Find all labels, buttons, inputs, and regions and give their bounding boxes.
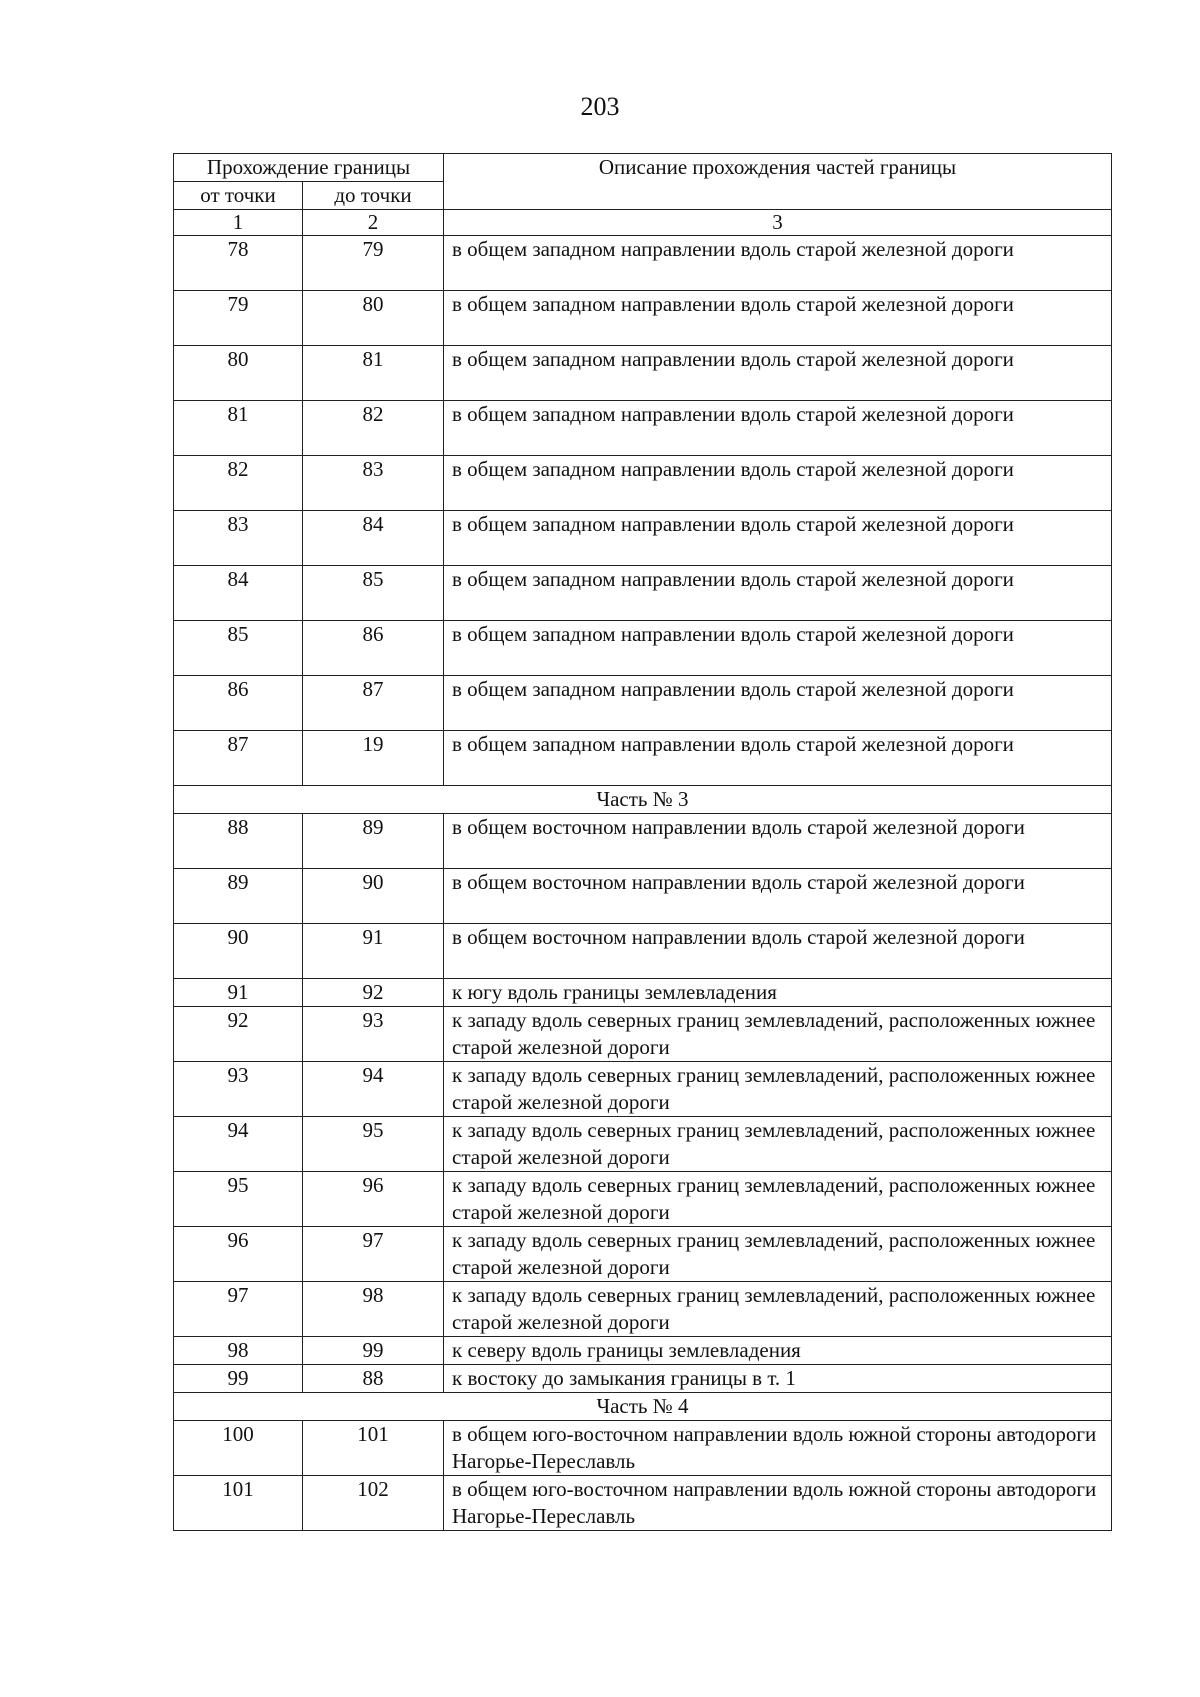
from-point-cell: 83 — [174, 511, 303, 566]
to-point-cell: 92 — [303, 979, 444, 1007]
description-header: Описание прохождения частей границы — [444, 154, 1112, 210]
from-point-cell: 97 — [174, 1282, 303, 1337]
description-cell: в общем западном направлении вдоль старой железной дороги — [444, 346, 1112, 401]
to-point-cell: 89 — [303, 814, 444, 869]
from-point-cell: 99 — [174, 1365, 303, 1393]
from-point-cell: 88 — [174, 814, 303, 869]
from-point-cell: 78 — [174, 236, 303, 291]
page-number: 203 — [580, 92, 620, 121]
description-cell: в общем юго-восточном направлении вдоль южной стороны автодороги Нагорье-Переславль — [444, 1421, 1112, 1476]
description-cell: к западу вдоль северных границ землевладений, расположенных южнее старой железной дороги — [444, 1172, 1112, 1227]
from-point-cell: 89 — [174, 869, 303, 924]
from-point-cell: 98 — [174, 1337, 303, 1365]
from-point-cell: 80 — [174, 346, 303, 401]
description-cell: в общем западном направлении вдоль старой железной дороги — [444, 511, 1112, 566]
to-point-cell: 19 — [303, 731, 444, 786]
to-point-cell: 81 — [303, 346, 444, 401]
table-row — [174, 291, 1112, 346]
section-heading: Часть № 3 — [174, 786, 1112, 814]
from-point-cell: 94 — [174, 1117, 303, 1172]
section-heading-row — [174, 786, 1112, 814]
table-row — [174, 1421, 1112, 1476]
description-cell: к югу вдоль границы землевладения — [444, 979, 1112, 1007]
table-row — [174, 869, 1112, 924]
table-row — [174, 1062, 1112, 1117]
description-cell: в общем восточном направлении вдоль старой железной дороги — [444, 869, 1112, 924]
description-cell: к западу вдоль северных границ землевладений, расположенных южнее старой железной дороги — [444, 1007, 1112, 1062]
description-cell: к западу вдоль северных границ землевладений, расположенных южнее старой железной дороги — [444, 1117, 1112, 1172]
from-point-cell: 79 — [174, 291, 303, 346]
to-point-cell: 90 — [303, 869, 444, 924]
to-point-cell: 91 — [303, 924, 444, 979]
table-header-row — [174, 154, 1112, 182]
table-row — [174, 924, 1112, 979]
table-row — [174, 1227, 1112, 1282]
to-point-cell: 101 — [303, 1421, 444, 1476]
description-cell: в общем западном направлении вдоль старой железной дороги — [444, 456, 1112, 511]
table-row — [174, 731, 1112, 786]
from-point-cell: 101 — [174, 1476, 303, 1531]
to-point-cell: 97 — [303, 1227, 444, 1282]
to-point-cell: 84 — [303, 511, 444, 566]
table-row — [174, 621, 1112, 676]
description-cell: в общем восточном направлении вдоль старой железной дороги — [444, 924, 1112, 979]
description-cell: к востоку до замыкания границы в т. 1 — [444, 1365, 1112, 1393]
table-row — [174, 566, 1112, 621]
to-point-cell: 79 — [303, 236, 444, 291]
to-point-cell: 94 — [303, 1062, 444, 1117]
to-point-cell: 80 — [303, 291, 444, 346]
table-row — [174, 1007, 1112, 1062]
to-point-cell: 85 — [303, 566, 444, 621]
to-point-cell: 102 — [303, 1476, 444, 1531]
table-row — [174, 676, 1112, 731]
column-number-3: 3 — [444, 210, 1112, 236]
table-row — [174, 456, 1112, 511]
boundary-table — [173, 153, 1112, 1531]
description-cell: к западу вдоль северных границ землевладений, расположенных южнее старой железной дороги — [444, 1282, 1112, 1337]
from-point-cell: 82 — [174, 456, 303, 511]
from-point-header: от точки — [174, 182, 303, 210]
table-row — [174, 346, 1112, 401]
table-row — [174, 1476, 1112, 1531]
table-row — [174, 236, 1112, 291]
column-number-2: 2 — [303, 210, 444, 236]
from-point-cell: 87 — [174, 731, 303, 786]
to-point-cell: 99 — [303, 1337, 444, 1365]
description-cell: в общем восточном направлении вдоль старой железной дороги — [444, 814, 1112, 869]
table-row — [174, 1172, 1112, 1227]
section-heading-row — [174, 1393, 1112, 1421]
from-point-cell: 81 — [174, 401, 303, 456]
column-number-row — [174, 210, 1112, 236]
description-cell: в общем западном направлении вдоль старой железной дороги — [444, 731, 1112, 786]
from-point-cell: 95 — [174, 1172, 303, 1227]
from-point-cell: 84 — [174, 566, 303, 621]
boundary-passage-header: Прохождение границы — [174, 154, 444, 182]
to-point-header: до точки — [303, 182, 444, 210]
column-number-1: 1 — [174, 210, 303, 236]
table-row — [174, 979, 1112, 1007]
description-cell: в общем западном направлении вдоль старой железной дороги — [444, 291, 1112, 346]
to-point-cell: 88 — [303, 1365, 444, 1393]
from-point-cell: 96 — [174, 1227, 303, 1282]
to-point-cell: 96 — [303, 1172, 444, 1227]
description-cell: к западу вдоль северных границ землевладений, расположенных южнее старой железной дороги — [444, 1062, 1112, 1117]
table-row — [174, 511, 1112, 566]
description-cell: в общем западном направлении вдоль старой железной дороги — [444, 236, 1112, 291]
to-point-cell: 93 — [303, 1007, 444, 1062]
from-point-cell: 93 — [174, 1062, 303, 1117]
from-point-cell: 90 — [174, 924, 303, 979]
table-row — [174, 1365, 1112, 1393]
description-cell: в общем юго-восточном направлении вдоль южной стороны автодороги Нагорье-Переславль — [444, 1476, 1112, 1531]
to-point-cell: 86 — [303, 621, 444, 676]
from-point-cell: 100 — [174, 1421, 303, 1476]
description-cell: к северу вдоль границы землевладения — [444, 1337, 1112, 1365]
description-cell: к западу вдоль северных границ землевладений, расположенных южнее старой железной дороги — [444, 1227, 1112, 1282]
table-row — [174, 1282, 1112, 1337]
to-point-cell: 82 — [303, 401, 444, 456]
description-cell: в общем западном направлении вдоль старой железной дороги — [444, 566, 1112, 621]
description-cell: в общем западном направлении вдоль старой железной дороги — [444, 676, 1112, 731]
table-row — [174, 1117, 1112, 1172]
to-point-cell: 87 — [303, 676, 444, 731]
section-heading: Часть № 4 — [174, 1393, 1112, 1421]
table-row — [174, 401, 1112, 456]
from-point-cell: 91 — [174, 979, 303, 1007]
to-point-cell: 95 — [303, 1117, 444, 1172]
table-row — [174, 814, 1112, 869]
from-point-cell: 86 — [174, 676, 303, 731]
table-row — [174, 1337, 1112, 1365]
from-point-cell: 85 — [174, 621, 303, 676]
description-cell: в общем западном направлении вдоль старой железной дороги — [444, 401, 1112, 456]
to-point-cell: 83 — [303, 456, 444, 511]
from-point-cell: 92 — [174, 1007, 303, 1062]
to-point-cell: 98 — [303, 1282, 444, 1337]
description-cell: в общем западном направлении вдоль старой железной дороги — [444, 621, 1112, 676]
